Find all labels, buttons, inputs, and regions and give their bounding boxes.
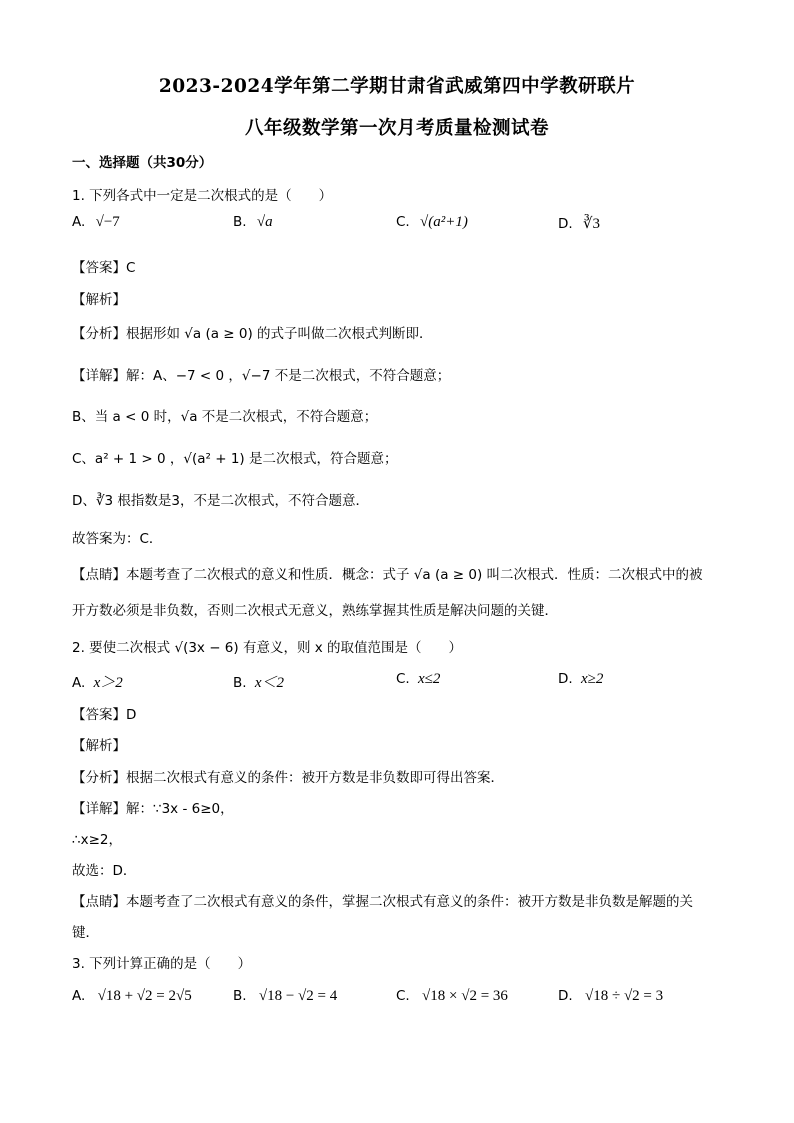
option-label: B. bbox=[233, 675, 247, 691]
exam-title-line1: 2023-2024学年第二学期甘肃省武威第四中学教研联片 bbox=[158, 76, 636, 97]
q2-analysis-label: 【解析】 bbox=[72, 738, 126, 754]
q2-comment-2: 键． bbox=[72, 925, 99, 941]
q3-option-d bbox=[558, 988, 663, 1005]
q2-answer: 【答案】D bbox=[72, 707, 137, 723]
question-1-stem: 1. 下列各式中一定是二次根式的是（ ） bbox=[72, 188, 333, 204]
q1-comment-2: 开方数必须是非负数，否则二次根式无意义，熟练掌握其性质是解决问题的关键． bbox=[72, 603, 558, 619]
q1-detail-4: D、∛3 根指数是3，不是二次根式，不符合题意． bbox=[72, 493, 369, 509]
q3-option-b bbox=[233, 988, 337, 1005]
q2-option-a bbox=[72, 671, 123, 692]
q1-option-b bbox=[233, 214, 273, 231]
q1-conclusion: 故答案为：C． bbox=[72, 531, 163, 547]
option-label: A. bbox=[72, 675, 86, 691]
option-label: C. bbox=[396, 671, 410, 687]
q2-option-b bbox=[233, 671, 284, 692]
option-math: x＜2 bbox=[254, 675, 285, 691]
option-math: x＞2 bbox=[93, 675, 123, 691]
q1-detail-1: 【详解】解：A、−7 < 0 ，√−7 不是二次根式，不符合题意； bbox=[72, 368, 451, 384]
option-math: x≤2 bbox=[418, 671, 441, 687]
option-math: √(a²+1) bbox=[420, 214, 468, 230]
q1-analysis-label: 【解析】 bbox=[72, 292, 126, 308]
option-math: √18 ÷ √2 = 3 bbox=[584, 988, 664, 1004]
q2-option-c bbox=[396, 671, 440, 688]
option-math: √18 × √2 = 36 bbox=[422, 988, 508, 1004]
q1-option-c bbox=[396, 214, 468, 231]
option-math: √a bbox=[256, 214, 273, 230]
q1-detail-2: B、当 a < 0 时，√a 不是二次根式，不符合题意； bbox=[72, 409, 378, 425]
option-math: √−7 bbox=[95, 214, 120, 230]
option-label: C. bbox=[396, 988, 410, 1004]
q1-answer: 【答案】C bbox=[72, 260, 136, 276]
q3-option-a bbox=[72, 988, 192, 1005]
q1-detail-3: C、a² + 1 > 0 ，√(a² + 1) 是二次根式，符合题意； bbox=[72, 451, 398, 467]
question-2-stem: 2. 要使二次根式 √(3x − 6) 有意义，则 x 的取值范围是（ ） bbox=[72, 640, 463, 656]
option-math: √18 + √2 = 2√5 bbox=[97, 988, 192, 1004]
q1-option-a bbox=[72, 214, 120, 231]
option-math: ∛3 bbox=[582, 216, 601, 232]
q2-detail-2: ∴x≥2， bbox=[72, 832, 122, 848]
option-label: C. bbox=[396, 214, 410, 230]
exam-title-line2: 八年级数学第一次月考质量检测试卷 bbox=[244, 118, 549, 139]
section-heading: 一、选择题（共30分） bbox=[72, 155, 213, 171]
option-math: x≥2 bbox=[580, 671, 604, 687]
option-math: √18 − √2 = 4 bbox=[258, 988, 338, 1004]
question-3-stem: 3. 下列计算正确的是（ ） bbox=[72, 956, 252, 972]
option-label: A. bbox=[72, 214, 86, 230]
q1-comment-1: 【点睛】本题考查了二次根式的意义和性质．概念：式子 √a (a ≥ 0) 叫二次根式．性质：二次根式中的被 bbox=[72, 567, 703, 583]
q1-option-d bbox=[558, 214, 600, 233]
q3-option-c bbox=[396, 988, 508, 1005]
q2-fenxi: 【分析】根据二次根式有意义的条件：被开方数是非负数即可得出答案． bbox=[72, 770, 504, 786]
option-label: B. bbox=[233, 988, 247, 1004]
q2-detail-1: 【详解】解：∵3x - 6≥0， bbox=[72, 801, 234, 817]
option-label: D. bbox=[558, 671, 573, 687]
q1-fenxi: 【分析】根据形如 √a (a ≥ 0) 的式子叫做二次根式判断即． bbox=[72, 326, 433, 342]
q2-option-d bbox=[558, 671, 603, 688]
option-label: D. bbox=[558, 216, 573, 232]
option-label: B. bbox=[233, 214, 247, 230]
q2-conclusion: 故选：D． bbox=[72, 863, 137, 879]
q2-comment-1: 【点睛】本题考查了二次根式有意义的条件，掌握二次根式有意义的条件：被开方数是非负数是解题的关 bbox=[72, 894, 693, 910]
option-label: D. bbox=[558, 988, 573, 1004]
option-label: A. bbox=[72, 988, 86, 1004]
